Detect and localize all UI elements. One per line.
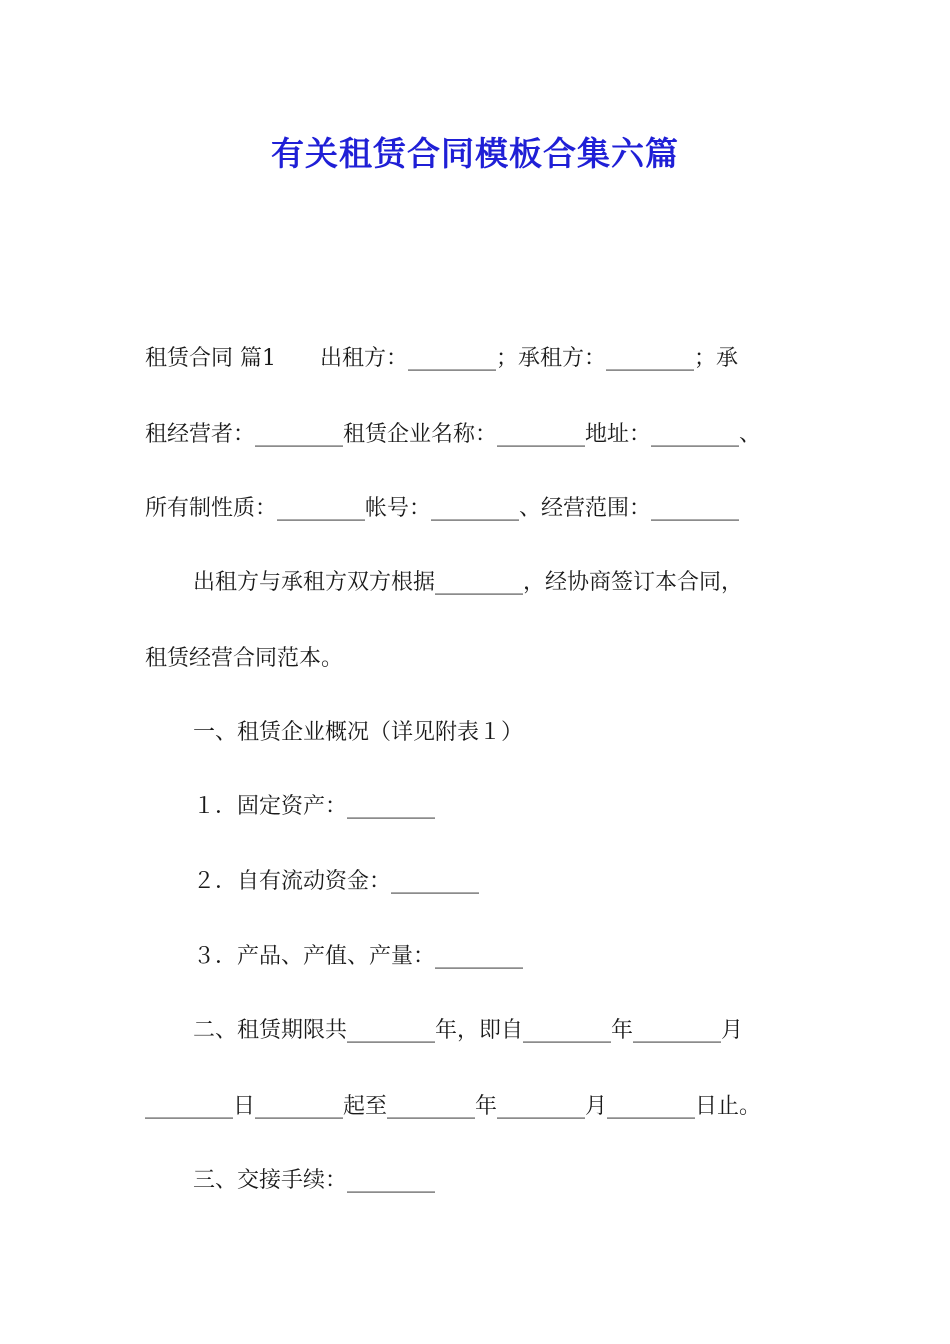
list-item-3: ３．产品、产值、产量：________ xyxy=(193,944,524,969)
document-title: 有关租赁合同模板合集六篇 xyxy=(271,134,679,173)
paragraph-line-1: 租赁合同 篇1 出租方：________；承租方：________；承 xyxy=(145,346,738,371)
paragraph-line-3: 所有制性质：________帐号：________、经营范围：________ xyxy=(145,496,740,521)
list-item-2: ２．自有流动资金：________ xyxy=(193,869,480,894)
list-item-1: １．固定资产：________ xyxy=(193,794,436,819)
section-heading-3: 三、交接手续：________ xyxy=(193,1168,436,1193)
paragraph-line-5: 租赁经营合同范本。 xyxy=(145,646,344,671)
paragraph-line-2: 租经营者：________租赁企业名称：________地址：________、 xyxy=(145,422,762,447)
section-heading-2: 二、租赁期限共________年，即自________年________月 xyxy=(193,1018,744,1043)
paragraph-line-4: 出租方与承租方双方根据________，经协商签订本合同， xyxy=(193,570,744,595)
section-heading-1: 一、租赁企业概况（详见附表１） xyxy=(193,720,524,745)
paragraph-line-11: ________日________起至________年________月________日止。 xyxy=(145,1094,762,1119)
